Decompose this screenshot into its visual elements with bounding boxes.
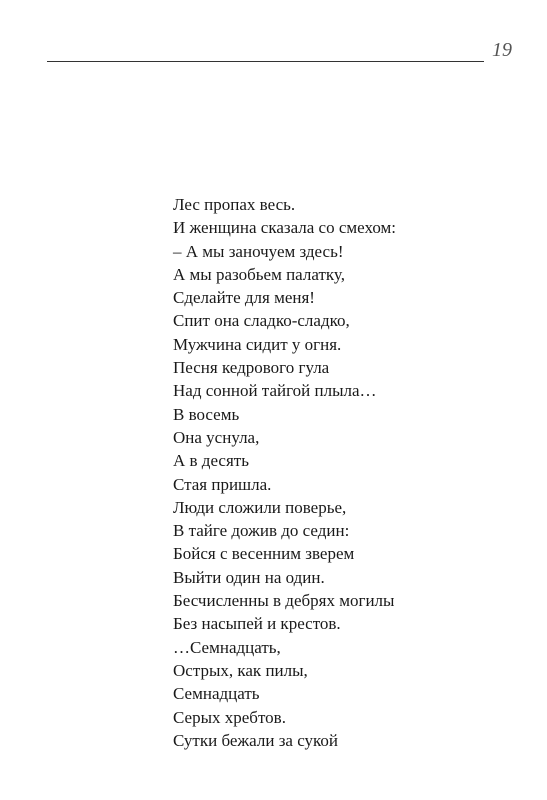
poem-line: Сутки бежали за сукой	[173, 730, 339, 750]
poem-line: Бесчисленны в дебрях могилы	[173, 591, 395, 611]
poem-line: В восемь	[173, 404, 240, 424]
poem-line: Люди сложили поверье,	[173, 497, 347, 517]
poem-line: Стая пришла.	[173, 474, 272, 494]
poem-line: Семнадцать	[173, 684, 260, 704]
poem-line: Без насыпей и крестов.	[173, 614, 341, 634]
poem-line: Над сонной тайгой плыла…	[173, 381, 377, 401]
poem-line: Сделайте для меня!	[173, 288, 315, 308]
poem-line: Лес пропах весь.	[173, 195, 296, 214]
poem-line: А мы разобьем палатку,	[173, 264, 345, 284]
poem-line: Песня кедрового гула	[173, 358, 330, 378]
header-rule	[47, 61, 484, 62]
poem-line: Спит она сладко-сладко,	[173, 311, 350, 331]
poem-line: Бойся с весенним зверем	[173, 544, 355, 564]
poem-line: И женщина сказала со смехом:	[173, 218, 396, 238]
poem-body	[173, 193, 396, 752]
poem-line: Серых хребтов.	[173, 707, 286, 727]
poem-line: Она уснула,	[173, 427, 260, 447]
poem-line: – А мы заночуем здесь!	[173, 241, 344, 261]
poem-line: …Семнадцать,	[173, 637, 281, 657]
poem-line: В тайге дожив до седин:	[173, 521, 350, 541]
poem-line: А в десять	[173, 451, 249, 471]
page-number: 19	[492, 39, 512, 61]
poem-line: Выйти один на один.	[173, 567, 325, 587]
poem-line: Мужчина сидит у огня.	[173, 334, 342, 354]
poem-line: Острых, как пилы,	[173, 660, 308, 680]
